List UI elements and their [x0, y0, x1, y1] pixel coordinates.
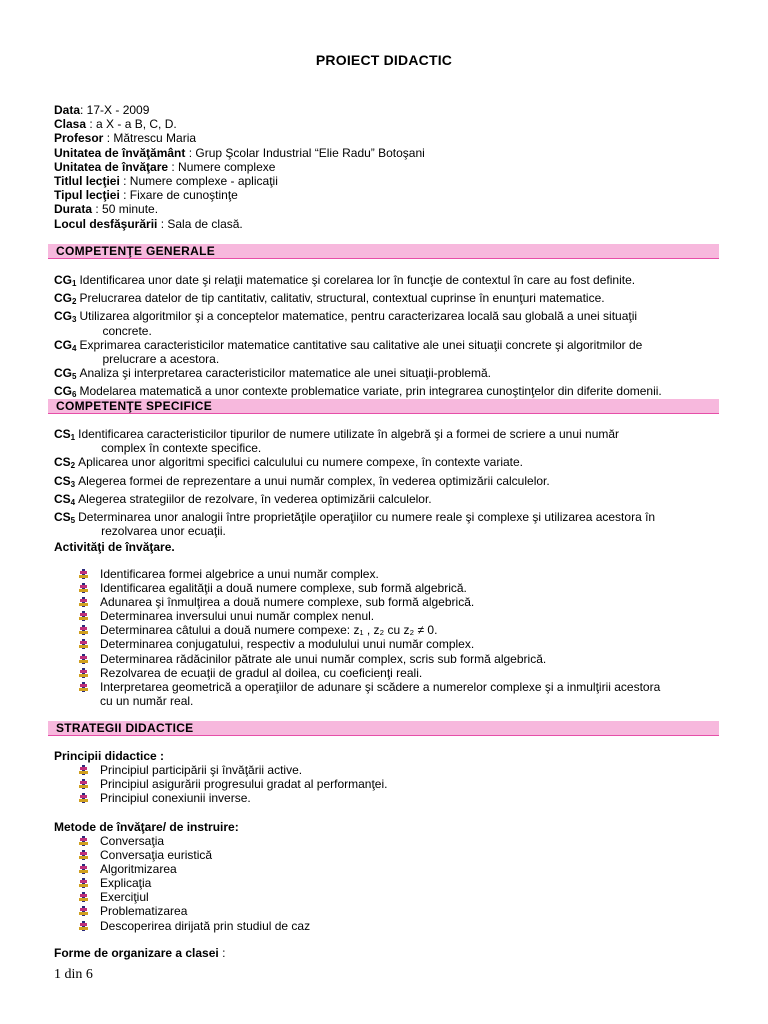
info-label: Data — [54, 103, 81, 117]
competence-text-continuation: rezolvarea unor ecuaţii. — [101, 524, 226, 539]
list-item-text: Problematizarea — [100, 904, 188, 919]
competence-code: CS — [54, 455, 71, 470]
list-item — [78, 609, 720, 623]
info-label: Unitatea de învăţare — [54, 159, 169, 174]
competence-text: Modelarea matematică a unor contexte problematice variate, prin integrarea cunoştinţelor din diferite domenii. — [79, 384, 662, 399]
list-item — [78, 876, 720, 890]
list-item — [78, 777, 720, 791]
metode-heading: Metode de învăţare/ de instruire: — [54, 820, 239, 834]
activitati-list — [78, 567, 720, 708]
section-heading-text: COMPETENŢE GENERALE — [56, 244, 216, 258]
section-heading-text: STRATEGII DIDACTICE — [56, 721, 194, 735]
bullet-icon — [78, 582, 92, 594]
lesson-info — [54, 103, 425, 231]
list-item — [78, 791, 720, 805]
bullet-icon — [78, 792, 92, 804]
section-heading-strategii — [48, 721, 719, 736]
competence-item — [54, 338, 719, 366]
bullet-icon — [78, 905, 92, 917]
list-item-text: Conversaţia — [100, 834, 165, 848]
competence-text-continuation: prelucrare a acestora. — [102, 352, 220, 367]
competence-text: Prelucrarea datelor de tip cantitativ, calitativ, structural, contextual cuprinse în enunţuri matematice. — [79, 291, 605, 306]
info-row-clasa — [54, 117, 425, 131]
competence-item — [54, 510, 718, 538]
competence-code-number: 1 — [70, 433, 76, 442]
competence-code-number: 2 — [70, 461, 76, 471]
competence-code-number: 2 — [72, 297, 77, 307]
competence-code: CS — [54, 427, 71, 441]
info-value: : a X - a B, C, D. — [86, 117, 177, 132]
bullet-icon — [78, 681, 92, 693]
bullet-icon — [78, 610, 92, 622]
list-item-text: Conversaţia euristică — [100, 848, 213, 863]
info-row-titlul — [54, 174, 425, 188]
list-item-text: Interpretarea geometrică a operaţiilor de adunare şi scădere a numerelor complexe şi a inmulţirii acestora — [100, 679, 661, 694]
list-item-text: Algoritmizarea — [100, 862, 177, 877]
competence-code: CG — [54, 384, 72, 399]
info-label: Clasa — [54, 117, 87, 132]
competence-code-number: 4 — [70, 497, 76, 507]
list-item — [78, 623, 720, 637]
competence-code-number: 1 — [72, 279, 77, 288]
bullet-icon — [78, 778, 92, 790]
info-row-unitatea-invatamant — [54, 146, 425, 160]
competence-item — [54, 455, 718, 473]
list-item-text: Principiul conexiunii inverse. — [100, 791, 251, 806]
competence-text: Utilizarea algoritmilor şi a conceptelor matematice, pentru caracterizarea locală sau globală a unei situaţii — [79, 309, 638, 324]
list-item — [78, 904, 720, 918]
info-value: : Numere complexe - aplicaţii — [119, 174, 278, 189]
competence-code-number: 3 — [70, 479, 76, 489]
principii-list — [78, 763, 720, 805]
competence-text: Identificarea caracteristicilor tipurilor de numere utilizate în algebră şi a formei de scriere a unui număr — [78, 427, 620, 441]
competence-text: Alegerea strategiilor de rezolvare, în vederea optimizării calculelor. — [78, 491, 432, 506]
activitati-heading: Activităţi de învăţare. — [54, 540, 175, 554]
competence-text: Exprimarea caracteristicilor matematice cantitative sau calitative ale unei situaţii concrete şi algoritmilor de — [79, 337, 643, 352]
list-item-text: Determinarea rădăcinilor pătrate ale unui număr complex, scris sub formă algebrică. — [100, 651, 547, 666]
list-item — [78, 763, 720, 777]
info-row-profesor — [54, 131, 425, 145]
bullet-icon — [78, 596, 92, 608]
section-heading-text: COMPETENŢE SPECIFICE — [56, 399, 213, 413]
competence-text: Analiza şi interpretarea caracteristicilor matematice ale unei situaţii-problemă. — [79, 366, 491, 381]
general-competences-list — [54, 273, 719, 403]
competence-item — [54, 273, 719, 291]
competence-item — [54, 291, 719, 309]
info-value: : Fixare de cunoştinţe — [119, 188, 238, 203]
competence-item — [54, 366, 719, 384]
bullet-icon — [78, 835, 92, 847]
competence-item — [54, 474, 718, 492]
info-label: Unitatea de învăţământ — [54, 145, 186, 160]
forme-heading-suffix: : — [218, 946, 226, 960]
info-label: Locul desfăşurării — [54, 216, 158, 231]
list-item-text: Principiul asigurării progresului gradat al performanţei. — [100, 777, 388, 792]
competence-text-continuation: complex în contexte specifice. — [101, 441, 262, 456]
list-item — [78, 666, 720, 680]
principii-heading: Principii didactice : — [54, 749, 165, 763]
info-row-durata — [54, 202, 425, 216]
list-item-text: Rezolvarea de ecuaţii de gradul al doilea, cu coeficienţi reali. — [100, 665, 423, 680]
list-item — [78, 652, 720, 666]
list-item-text: Identificarea formei algebrice a unui număr complex. — [100, 567, 379, 581]
specific-competences-list — [54, 427, 718, 538]
list-item-text: Principiul participării şi învăţării active. — [100, 763, 303, 777]
competence-text: Identificarea unor date şi relaţii matematice şi corelarea lor în funcţie de contextul în care au fost definite. — [79, 273, 636, 287]
list-item — [78, 637, 720, 651]
list-item-text-continuation: cu un număr real. — [100, 693, 194, 708]
list-item-text: Descoperirea dirijată prin studiul de caz — [100, 918, 311, 933]
list-item-text: Determinarea conjugatului, respectiv a modulului unui număr complex. — [100, 637, 475, 652]
competence-code: CG — [54, 366, 72, 381]
competence-code: CG — [54, 337, 72, 352]
info-value: : 17-X - 2009 — [80, 103, 150, 117]
list-item — [78, 680, 720, 708]
forme-heading-text: Forme de organizare a clasei — [54, 946, 219, 960]
list-item-text: Identificarea egalităţii a două numere complexe, sub formă algebrică. — [100, 581, 467, 596]
competence-code-number: 3 — [72, 315, 77, 325]
section-heading-specific — [48, 399, 719, 414]
competence-text: Determinarea unor analogii între proprietăţile operaţiilor cu numere reale şi complexe şi utilizarea acestora în — [78, 510, 656, 525]
forme-heading — [54, 946, 225, 960]
info-value: : 50 minute. — [92, 202, 159, 217]
list-item-text: Adunarea şi înmulţirea a două numere complexe, sub formă algebrică. — [100, 595, 475, 610]
info-row-tipul — [54, 188, 425, 202]
list-item — [78, 567, 720, 581]
info-value: : Numere complexe — [168, 159, 276, 174]
info-row-data — [54, 103, 425, 117]
bullet-icon — [78, 863, 92, 875]
competence-code-number: 5 — [70, 516, 76, 526]
competence-code: CS — [54, 510, 71, 525]
bullet-icon — [78, 667, 92, 679]
info-row-unitatea-invatare — [54, 160, 425, 174]
list-item — [78, 890, 720, 904]
competence-text: Alegerea formei de reprezentare a unui număr complex, în vederea optimizării calculelor. — [78, 473, 550, 488]
bullet-icon — [78, 764, 92, 776]
list-item-text: Determinarea inversului unui număr complex nenul. — [100, 609, 375, 624]
competence-item — [54, 427, 718, 455]
info-value: : Grup Şcolar Industrial “Elie Radu” Botoşani — [185, 145, 425, 160]
list-item — [78, 919, 720, 933]
competence-item — [54, 492, 718, 510]
info-label: Tipul lecţiei — [54, 188, 120, 203]
bullet-icon — [78, 638, 92, 650]
list-item-text: Determinarea câtului a două numere compexe: z₁ , z₂ cu z₂ ≠ 0. — [100, 623, 438, 638]
bullet-icon — [78, 877, 92, 889]
list-item-text: Explicaţia — [100, 876, 152, 891]
info-label: Durata — [54, 202, 93, 217]
bullet-icon — [78, 653, 92, 665]
info-value: : Mătrescu Maria — [103, 131, 197, 146]
section-heading-general — [48, 244, 719, 259]
bullet-icon — [78, 891, 92, 903]
list-item — [78, 834, 720, 848]
list-item — [78, 862, 720, 876]
bullet-icon — [78, 849, 92, 861]
metode-list — [78, 834, 720, 933]
competence-item — [54, 309, 719, 337]
competence-text: Aplicarea unor algoritmi specifici calculului cu numere compexe, în contexte variate. — [78, 455, 524, 470]
competence-code-number: 4 — [72, 343, 77, 353]
list-item — [78, 595, 720, 609]
competence-text-continuation: concrete. — [102, 323, 152, 338]
competence-code: CS — [54, 491, 71, 506]
page-title: PROIECT DIDACTIC — [315, 52, 453, 68]
page-number: 1 din 6 — [54, 967, 93, 982]
info-label: Titlul lecţiei — [54, 174, 120, 189]
info-label: Profesor — [54, 131, 104, 146]
competence-code: CG — [54, 273, 72, 287]
bullet-icon — [78, 624, 92, 636]
competence-code: CS — [54, 473, 71, 488]
list-item — [78, 581, 720, 595]
list-item-text: Exerciţiul — [100, 890, 149, 905]
list-item — [78, 848, 720, 862]
bullet-icon — [78, 568, 92, 580]
bullet-icon — [78, 920, 92, 932]
competence-code: CG — [54, 309, 72, 324]
competence-code: CG — [54, 291, 72, 306]
competence-code-number: 6 — [72, 390, 77, 400]
info-row-locul — [54, 217, 425, 231]
info-value: : Sala de clasă. — [157, 216, 243, 231]
competence-code-number: 5 — [72, 372, 77, 382]
